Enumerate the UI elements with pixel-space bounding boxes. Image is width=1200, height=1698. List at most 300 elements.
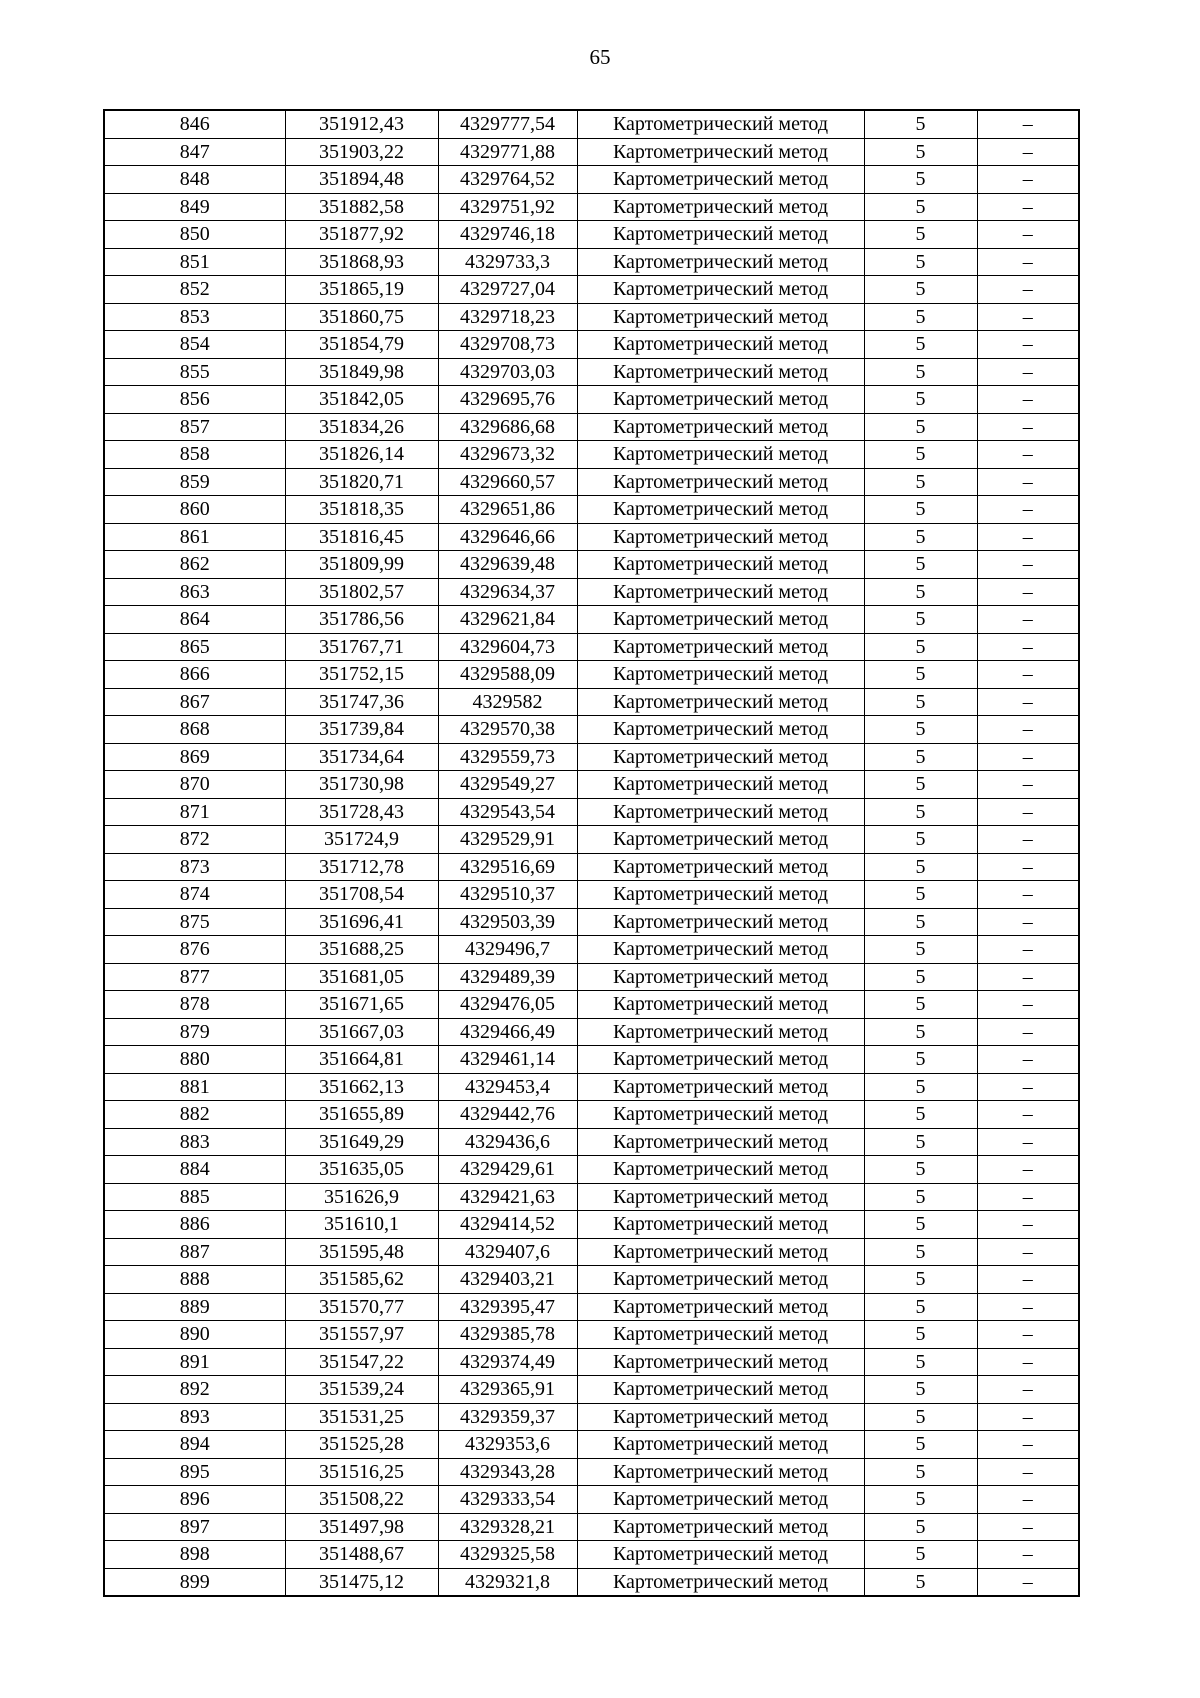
y-coordinate-cell: 4329461,14	[438, 1046, 577, 1074]
note-cell: –	[977, 358, 1079, 386]
note-cell: –	[977, 110, 1079, 138]
table-row	[104, 606, 1079, 634]
point-number-cell: 859	[104, 468, 285, 496]
note-cell: –	[977, 1101, 1079, 1129]
x-coordinate-cell: 351626,9	[285, 1183, 438, 1211]
table-row	[104, 1238, 1079, 1266]
point-number-cell: 881	[104, 1073, 285, 1101]
method-cell: Картометрический метод	[577, 1541, 864, 1569]
note-cell: –	[977, 1458, 1079, 1486]
point-number-cell: 851	[104, 248, 285, 276]
point-number-cell: 889	[104, 1293, 285, 1321]
point-number-cell: 861	[104, 523, 285, 551]
accuracy-cell: 5	[864, 661, 977, 689]
y-coordinate-cell: 4329695,76	[438, 386, 577, 414]
accuracy-cell: 5	[864, 633, 977, 661]
table-row	[104, 853, 1079, 881]
method-cell: Картометрический метод	[577, 853, 864, 881]
method-cell: Картометрический метод	[577, 1128, 864, 1156]
x-coordinate-cell: 351585,62	[285, 1266, 438, 1294]
table-row	[104, 661, 1079, 689]
note-cell: –	[977, 1568, 1079, 1596]
point-number-cell: 894	[104, 1431, 285, 1459]
point-number-cell: 893	[104, 1403, 285, 1431]
table-row	[104, 1568, 1079, 1596]
note-cell: –	[977, 1321, 1079, 1349]
accuracy-cell: 5	[864, 1073, 977, 1101]
y-coordinate-cell: 4329733,3	[438, 248, 577, 276]
accuracy-cell: 5	[864, 716, 977, 744]
note-cell: –	[977, 331, 1079, 359]
point-number-cell: 875	[104, 908, 285, 936]
x-coordinate-cell: 351635,05	[285, 1156, 438, 1184]
table-row	[104, 496, 1079, 524]
note-cell: –	[977, 633, 1079, 661]
x-coordinate-cell: 351655,89	[285, 1101, 438, 1129]
y-coordinate-cell: 4329453,4	[438, 1073, 577, 1101]
y-coordinate-cell: 4329385,78	[438, 1321, 577, 1349]
note-cell: –	[977, 1293, 1079, 1321]
y-coordinate-cell: 4329374,49	[438, 1348, 577, 1376]
y-coordinate-cell: 4329353,6	[438, 1431, 577, 1459]
point-number-cell: 865	[104, 633, 285, 661]
x-coordinate-cell: 351820,71	[285, 468, 438, 496]
y-coordinate-cell: 4329777,54	[438, 110, 577, 138]
method-cell: Картометрический метод	[577, 661, 864, 689]
x-coordinate-cell: 351662,13	[285, 1073, 438, 1101]
table-row	[104, 1541, 1079, 1569]
x-coordinate-cell: 351557,97	[285, 1321, 438, 1349]
point-number-cell: 863	[104, 578, 285, 606]
method-cell: Картометрический метод	[577, 1238, 864, 1266]
table-row	[104, 1101, 1079, 1129]
y-coordinate-cell: 4329588,09	[438, 661, 577, 689]
x-coordinate-cell: 351786,56	[285, 606, 438, 634]
accuracy-cell: 5	[864, 1183, 977, 1211]
accuracy-cell: 5	[864, 771, 977, 799]
note-cell: –	[977, 743, 1079, 771]
table-row	[104, 248, 1079, 276]
y-coordinate-cell: 4329489,39	[438, 963, 577, 991]
y-coordinate-cell: 4329660,57	[438, 468, 577, 496]
note-cell: –	[977, 798, 1079, 826]
table-row	[104, 826, 1079, 854]
note-cell: –	[977, 303, 1079, 331]
x-coordinate-cell: 351882,58	[285, 193, 438, 221]
accuracy-cell: 5	[864, 1046, 977, 1074]
method-cell: Картометрический метод	[577, 991, 864, 1019]
point-number-cell: 862	[104, 551, 285, 579]
note-cell: –	[977, 138, 1079, 166]
page-number: 65	[589, 45, 611, 69]
coordinates-table	[103, 109, 1080, 1597]
y-coordinate-cell: 4329421,63	[438, 1183, 577, 1211]
point-number-cell: 878	[104, 991, 285, 1019]
point-number-cell: 874	[104, 881, 285, 909]
x-coordinate-cell: 351531,25	[285, 1403, 438, 1431]
note-cell: –	[977, 1128, 1079, 1156]
point-number-cell: 885	[104, 1183, 285, 1211]
x-coordinate-cell: 351708,54	[285, 881, 438, 909]
point-number-cell: 867	[104, 688, 285, 716]
point-number-cell: 891	[104, 1348, 285, 1376]
accuracy-cell: 5	[864, 413, 977, 441]
y-coordinate-cell: 4329407,6	[438, 1238, 577, 1266]
method-cell: Картометрический метод	[577, 771, 864, 799]
accuracy-cell: 5	[864, 441, 977, 469]
x-coordinate-cell: 351508,22	[285, 1486, 438, 1514]
x-coordinate-cell: 351671,65	[285, 991, 438, 1019]
y-coordinate-cell: 4329639,48	[438, 551, 577, 579]
y-coordinate-cell: 4329751,92	[438, 193, 577, 221]
x-coordinate-cell: 351497,98	[285, 1513, 438, 1541]
method-cell: Картометрический метод	[577, 496, 864, 524]
accuracy-cell: 5	[864, 138, 977, 166]
point-number-cell: 890	[104, 1321, 285, 1349]
point-number-cell: 895	[104, 1458, 285, 1486]
accuracy-cell: 5	[864, 110, 977, 138]
point-number-cell: 873	[104, 853, 285, 881]
y-coordinate-cell: 4329476,05	[438, 991, 577, 1019]
method-cell: Картометрический метод	[577, 1458, 864, 1486]
x-coordinate-cell: 351802,57	[285, 578, 438, 606]
x-coordinate-cell: 351539,24	[285, 1376, 438, 1404]
table-row	[104, 578, 1079, 606]
table-row	[104, 1128, 1079, 1156]
x-coordinate-cell: 351730,98	[285, 771, 438, 799]
table-row	[104, 551, 1079, 579]
x-coordinate-cell: 351688,25	[285, 936, 438, 964]
method-cell: Картометрический метод	[577, 1321, 864, 1349]
note-cell: –	[977, 578, 1079, 606]
point-number-cell: 896	[104, 1486, 285, 1514]
y-coordinate-cell: 4329746,18	[438, 221, 577, 249]
table-row	[104, 633, 1079, 661]
accuracy-cell: 5	[864, 881, 977, 909]
accuracy-cell: 5	[864, 1156, 977, 1184]
note-cell: –	[977, 221, 1079, 249]
method-cell: Картометрический метод	[577, 1156, 864, 1184]
accuracy-cell: 5	[864, 963, 977, 991]
note-cell: –	[977, 881, 1079, 909]
method-cell: Картометрический метод	[577, 881, 864, 909]
x-coordinate-cell: 351868,93	[285, 248, 438, 276]
accuracy-cell: 5	[864, 1018, 977, 1046]
point-number-cell: 852	[104, 276, 285, 304]
note-cell: –	[977, 1486, 1079, 1514]
table-row	[104, 1073, 1079, 1101]
point-number-cell: 897	[104, 1513, 285, 1541]
y-coordinate-cell: 4329543,54	[438, 798, 577, 826]
x-coordinate-cell: 351854,79	[285, 331, 438, 359]
note-cell: –	[977, 826, 1079, 854]
method-cell: Картометрический метод	[577, 606, 864, 634]
x-coordinate-cell: 351525,28	[285, 1431, 438, 1459]
point-number-cell: 872	[104, 826, 285, 854]
table-row	[104, 1293, 1079, 1321]
note-cell: –	[977, 386, 1079, 414]
note-cell: –	[977, 1376, 1079, 1404]
accuracy-cell: 5	[864, 826, 977, 854]
accuracy-cell: 5	[864, 551, 977, 579]
note-cell: –	[977, 1403, 1079, 1431]
method-cell: Картометрический метод	[577, 908, 864, 936]
x-coordinate-cell: 351752,15	[285, 661, 438, 689]
y-coordinate-cell: 4329686,68	[438, 413, 577, 441]
table-row	[104, 1018, 1079, 1046]
accuracy-cell: 5	[864, 1513, 977, 1541]
x-coordinate-cell: 351734,64	[285, 743, 438, 771]
table-row	[104, 1183, 1079, 1211]
x-coordinate-cell: 351826,14	[285, 441, 438, 469]
point-number-cell: 847	[104, 138, 285, 166]
method-cell: Картометрический метод	[577, 110, 864, 138]
point-number-cell: 858	[104, 441, 285, 469]
note-cell: –	[977, 413, 1079, 441]
table-row	[104, 523, 1079, 551]
method-cell: Картометрический метод	[577, 303, 864, 331]
y-coordinate-cell: 4329604,73	[438, 633, 577, 661]
x-coordinate-cell: 351912,43	[285, 110, 438, 138]
table-row	[104, 881, 1079, 909]
note-cell: –	[977, 908, 1079, 936]
method-cell: Картометрический метод	[577, 166, 864, 194]
table-row	[104, 1458, 1079, 1486]
note-cell: –	[977, 468, 1079, 496]
table-row	[104, 908, 1079, 936]
accuracy-cell: 5	[864, 1238, 977, 1266]
point-number-cell: 853	[104, 303, 285, 331]
note-cell: –	[977, 1018, 1079, 1046]
table-row	[104, 1376, 1079, 1404]
point-number-cell: 898	[104, 1541, 285, 1569]
point-number-cell: 856	[104, 386, 285, 414]
accuracy-cell: 5	[864, 221, 977, 249]
y-coordinate-cell: 4329708,73	[438, 331, 577, 359]
note-cell: –	[977, 1541, 1079, 1569]
y-coordinate-cell: 4329727,04	[438, 276, 577, 304]
table-row	[104, 716, 1079, 744]
x-coordinate-cell: 351834,26	[285, 413, 438, 441]
table-row	[104, 276, 1079, 304]
point-number-cell: 883	[104, 1128, 285, 1156]
x-coordinate-cell: 351595,48	[285, 1238, 438, 1266]
x-coordinate-cell: 351724,9	[285, 826, 438, 854]
note-cell: –	[977, 1431, 1079, 1459]
accuracy-cell: 5	[864, 991, 977, 1019]
x-coordinate-cell: 351610,1	[285, 1211, 438, 1239]
accuracy-cell: 5	[864, 1211, 977, 1239]
point-number-cell: 868	[104, 716, 285, 744]
y-coordinate-cell: 4329673,32	[438, 441, 577, 469]
note-cell: –	[977, 1183, 1079, 1211]
y-coordinate-cell: 4329403,21	[438, 1266, 577, 1294]
note-cell: –	[977, 716, 1079, 744]
accuracy-cell: 5	[864, 578, 977, 606]
x-coordinate-cell: 351696,41	[285, 908, 438, 936]
method-cell: Картометрический метод	[577, 1431, 864, 1459]
table-row	[104, 798, 1079, 826]
method-cell: Картометрический метод	[577, 358, 864, 386]
y-coordinate-cell: 4329442,76	[438, 1101, 577, 1129]
note-cell: –	[977, 193, 1079, 221]
accuracy-cell: 5	[864, 468, 977, 496]
method-cell: Картометрический метод	[577, 523, 864, 551]
method-cell: Картометрический метод	[577, 1211, 864, 1239]
method-cell: Картометрический метод	[577, 1018, 864, 1046]
y-coordinate-cell: 4329621,84	[438, 606, 577, 634]
y-coordinate-cell: 4329436,6	[438, 1128, 577, 1156]
method-cell: Картометрический метод	[577, 633, 864, 661]
y-coordinate-cell: 4329529,91	[438, 826, 577, 854]
x-coordinate-cell: 351570,77	[285, 1293, 438, 1321]
y-coordinate-cell: 4329510,37	[438, 881, 577, 909]
x-coordinate-cell: 351903,22	[285, 138, 438, 166]
table-row	[104, 303, 1079, 331]
x-coordinate-cell: 351849,98	[285, 358, 438, 386]
point-number-cell: 860	[104, 496, 285, 524]
point-number-cell: 854	[104, 331, 285, 359]
x-coordinate-cell: 351747,36	[285, 688, 438, 716]
x-coordinate-cell: 351649,29	[285, 1128, 438, 1156]
y-coordinate-cell: 4329634,37	[438, 578, 577, 606]
method-cell: Картометрический метод	[577, 1293, 864, 1321]
note-cell: –	[977, 853, 1079, 881]
x-coordinate-cell: 351712,78	[285, 853, 438, 881]
y-coordinate-cell: 4329496,7	[438, 936, 577, 964]
method-cell: Картометрический метод	[577, 138, 864, 166]
accuracy-cell: 5	[864, 386, 977, 414]
x-coordinate-cell: 351681,05	[285, 963, 438, 991]
point-number-cell: 871	[104, 798, 285, 826]
note-cell: –	[977, 496, 1079, 524]
table-body	[104, 110, 1079, 1596]
point-number-cell: 882	[104, 1101, 285, 1129]
point-number-cell: 869	[104, 743, 285, 771]
point-number-cell: 899	[104, 1568, 285, 1596]
point-number-cell: 866	[104, 661, 285, 689]
point-number-cell: 887	[104, 1238, 285, 1266]
point-number-cell: 846	[104, 110, 285, 138]
accuracy-cell: 5	[864, 303, 977, 331]
table-row	[104, 1348, 1079, 1376]
x-coordinate-cell: 351842,05	[285, 386, 438, 414]
note-cell: –	[977, 1513, 1079, 1541]
table-row	[104, 1046, 1079, 1074]
method-cell: Картометрический метод	[577, 1183, 864, 1211]
accuracy-cell: 5	[864, 331, 977, 359]
y-coordinate-cell: 4329333,54	[438, 1486, 577, 1514]
table-row	[104, 688, 1079, 716]
note-cell: –	[977, 1046, 1079, 1074]
accuracy-cell: 5	[864, 166, 977, 194]
note-cell: –	[977, 936, 1079, 964]
y-coordinate-cell: 4329359,37	[438, 1403, 577, 1431]
x-coordinate-cell: 351475,12	[285, 1568, 438, 1596]
x-coordinate-cell: 351547,22	[285, 1348, 438, 1376]
y-coordinate-cell: 4329395,47	[438, 1293, 577, 1321]
point-number-cell: 850	[104, 221, 285, 249]
table-row	[104, 413, 1079, 441]
y-coordinate-cell: 4329570,38	[438, 716, 577, 744]
accuracy-cell: 5	[864, 1403, 977, 1431]
method-cell: Картометрический метод	[577, 1403, 864, 1431]
method-cell: Картометрический метод	[577, 1101, 864, 1129]
accuracy-cell: 5	[864, 1541, 977, 1569]
table-row	[104, 991, 1079, 1019]
table-row	[104, 1403, 1079, 1431]
method-cell: Картометрический метод	[577, 688, 864, 716]
note-cell: –	[977, 441, 1079, 469]
x-coordinate-cell: 351667,03	[285, 1018, 438, 1046]
point-number-cell: 855	[104, 358, 285, 386]
note-cell: –	[977, 1211, 1079, 1239]
y-coordinate-cell: 4329703,03	[438, 358, 577, 386]
x-coordinate-cell: 351516,25	[285, 1458, 438, 1486]
point-number-cell: 879	[104, 1018, 285, 1046]
accuracy-cell: 5	[864, 1293, 977, 1321]
method-cell: Картометрический метод	[577, 743, 864, 771]
x-coordinate-cell: 351664,81	[285, 1046, 438, 1074]
y-coordinate-cell: 4329325,58	[438, 1541, 577, 1569]
y-coordinate-cell: 4329503,39	[438, 908, 577, 936]
note-cell: –	[977, 661, 1079, 689]
x-coordinate-cell: 351877,92	[285, 221, 438, 249]
method-cell: Картометрический метод	[577, 716, 864, 744]
method-cell: Картометрический метод	[577, 1348, 864, 1376]
note-cell: –	[977, 963, 1079, 991]
y-coordinate-cell: 4329771,88	[438, 138, 577, 166]
method-cell: Картометрический метод	[577, 798, 864, 826]
accuracy-cell: 5	[864, 496, 977, 524]
x-coordinate-cell: 351767,71	[285, 633, 438, 661]
x-coordinate-cell: 351488,67	[285, 1541, 438, 1569]
x-coordinate-cell: 351894,48	[285, 166, 438, 194]
method-cell: Картометрический метод	[577, 1073, 864, 1101]
table-row	[104, 1266, 1079, 1294]
note-cell: –	[977, 1156, 1079, 1184]
table-row	[104, 441, 1079, 469]
note-cell: –	[977, 991, 1079, 1019]
x-coordinate-cell: 351809,99	[285, 551, 438, 579]
y-coordinate-cell: 4329646,66	[438, 523, 577, 551]
method-cell: Картометрический метод	[577, 1376, 864, 1404]
method-cell: Картометрический метод	[577, 413, 864, 441]
accuracy-cell: 5	[864, 1101, 977, 1129]
accuracy-cell: 5	[864, 688, 977, 716]
table-row	[104, 771, 1079, 799]
x-coordinate-cell: 351739,84	[285, 716, 438, 744]
note-cell: –	[977, 1348, 1079, 1376]
method-cell: Картометрический метод	[577, 221, 864, 249]
method-cell: Картометрический метод	[577, 441, 864, 469]
point-number-cell: 848	[104, 166, 285, 194]
y-coordinate-cell: 4329718,23	[438, 303, 577, 331]
table-row	[104, 1321, 1079, 1349]
table-row	[104, 1513, 1079, 1541]
accuracy-cell: 5	[864, 743, 977, 771]
point-number-cell: 892	[104, 1376, 285, 1404]
y-coordinate-cell: 4329328,21	[438, 1513, 577, 1541]
note-cell: –	[977, 166, 1079, 194]
note-cell: –	[977, 1266, 1079, 1294]
y-coordinate-cell: 4329466,49	[438, 1018, 577, 1046]
accuracy-cell: 5	[864, 1128, 977, 1156]
method-cell: Картометрический метод	[577, 276, 864, 304]
y-coordinate-cell: 4329549,27	[438, 771, 577, 799]
accuracy-cell: 5	[864, 1458, 977, 1486]
y-coordinate-cell: 4329559,73	[438, 743, 577, 771]
